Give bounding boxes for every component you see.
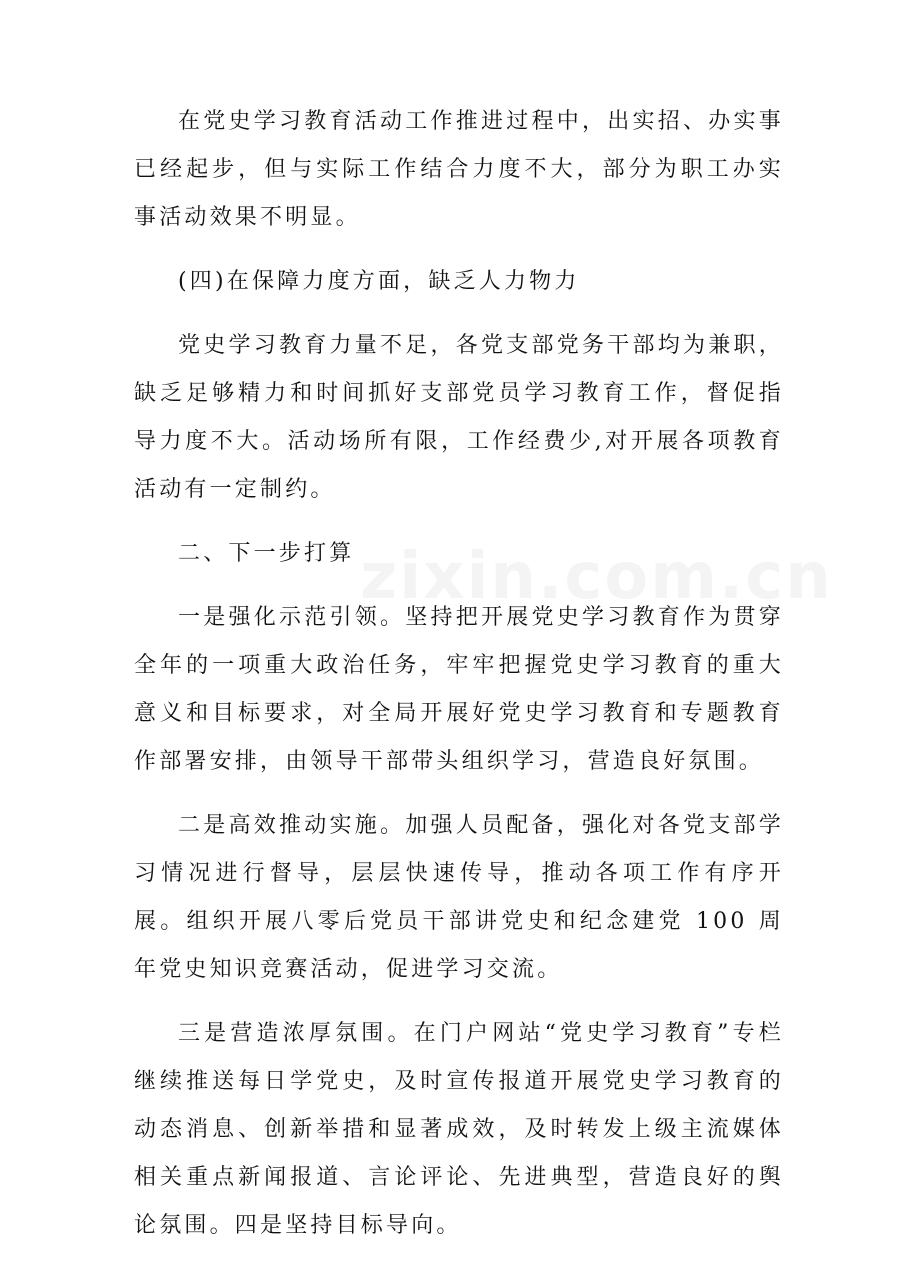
document-body [134,98,784,1266]
paragraph-atmosphere: 三是营造浓厚氛围。在门户网站“党史学习教育”专栏继续推送每日学党史，及时宣传报道开展党史学习教育的动态消息、创新举措和显著成效，及时转发上级主流媒体相关重点新闻报道、言论评论、先进典型，营造良好的舆论氛围。四是坚持目标导向。 [134,1021,784,1238]
section-heading-guarantee: (四)在保障力度方面，缺乏人力物力 [178,269,580,294]
section-heading-next-steps: 二、下一步打算 [178,541,355,566]
watermark: zixin.com.cn [360,540,833,614]
paragraph-resources: 党史学习教育力量不足，各党支部党务干部均为兼职，缺乏足够精力和时间抓好支部党员学习教育工作，督促指导力度不大。活动场所有限，工作经费少,对开展各项教育活动有一定制约。 [134,333,784,502]
paragraph-progress: 在党史学习教育活动工作推进过程中，出实招、办实事已经起步，但与实际工作结合力度不大，部分为职工办实事活动效果不明显。 [134,109,784,230]
paragraph-implementation: 二是高效推动实施。加强人员配备，强化对各党支部学习情况进行督导，层层快速传导，推动各项工作有序开展。组织开展八零后党员干部讲党史和纪念建党 100 周年党史知识竞赛活动，促进学习交流。 [134,813,784,982]
paragraph-example-leading: 一是强化示范引领。坚持把开展党史学习教育作为贯穿全年的一项重大政治任务，牢牢把握党史学习教育的重大意义和目标要求，对全局开展好党史学习教育和专题教育作部署安排，由领导干部带头组织学习，营造良好氛围。 [134,605,784,774]
